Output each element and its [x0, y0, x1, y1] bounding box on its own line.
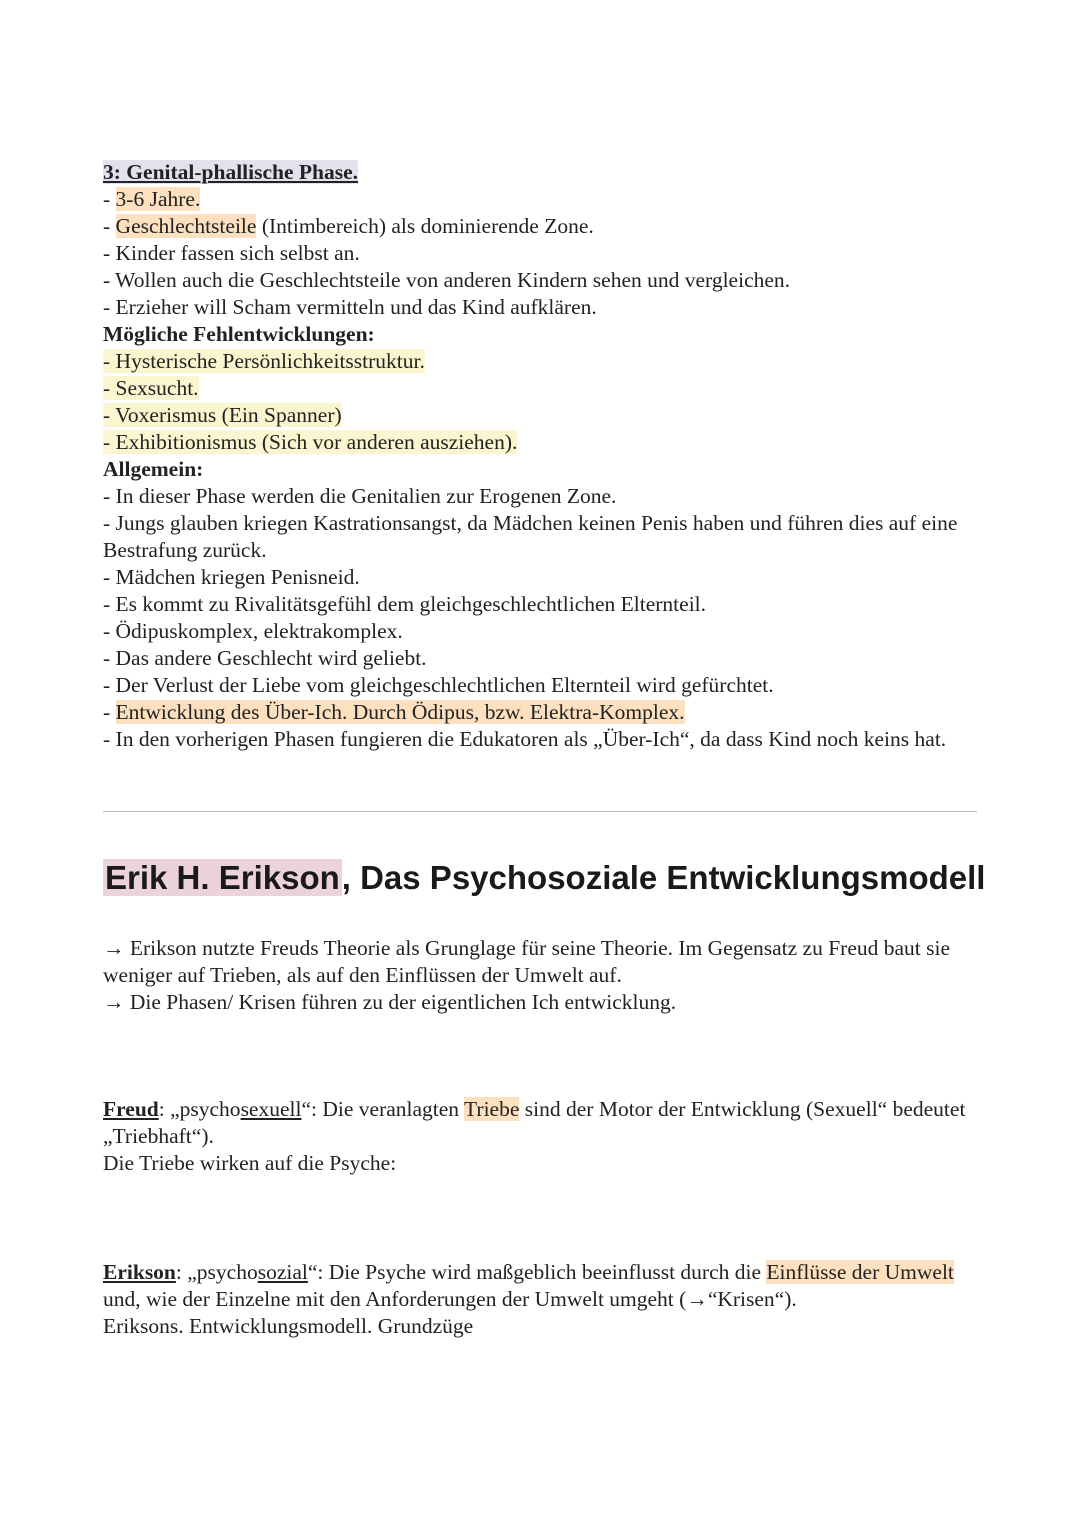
fehl-item: - Voxerismus (Ein Spanner) [103, 403, 342, 427]
erikson-paragraph: Erikson: „psychosozial“: Die Psyche wird maßgeblich beeinflusst durch die Einflüsse der Umwelt und, wie der Einzelne mit den Anforderungen der Umwelt umgeht (→“Krisen“). Eriksons. Entwicklungsmodell. Grundzüge [103, 1260, 954, 1338]
erikson-label: Erikson [103, 1260, 176, 1284]
fehl-item: - Sexsucht. [103, 376, 199, 400]
allgemein-heading: Allgemein: [103, 457, 204, 481]
erikson-heading: Erik H. Erikson, Das Psychosoziale Entwicklungsmodell [105, 859, 986, 896]
list-item-zone: - Geschlechtsteile (Intimbereich) als dominierende Zone. [103, 214, 594, 238]
list-item-age: - 3-6 Jahre. [103, 187, 201, 211]
allg-item: - Das andere Geschlecht wird geliebt. [103, 646, 427, 670]
freud-paragraph: Freud: „psychosexuell“: Die veranlagten Triebe sind der Motor der Entwicklung (Sexuell“ bedeutet „Triebhaft“). Die Triebe wirken auf die Psyche: [103, 1097, 966, 1175]
allg-item: - Es kommt zu Rivalitätsgefühl dem gleichgeschlechtlichen Elternteil. [103, 592, 707, 616]
list-item: - Erzieher will Scham vermitteln und das Kind aufklären. [103, 295, 597, 319]
allg-item-ueberich: - Entwicklung des Über-Ich. Durch Ödipus, bzw. Elektra-Komplex. [103, 700, 685, 724]
section-genital-phallic [103, 159, 983, 753]
intro-paragraph: → Erikson nutzte Freuds Theorie als Grunglage für seine Theorie. Im Gegensatz zu Freud baut sie weniger auf Trieben, als auf den Einflüssen der Umwelt auf. → Die Phasen/ Krisen führen zu der eigentlichen Ich entwicklung. [103, 936, 951, 1014]
fehlentwicklungen-heading: Mögliche Fehlentwicklungen: [103, 322, 375, 346]
list-item: - Wollen auch die Geschlechtsteile von anderen Kindern sehen und vergleichen. [103, 268, 791, 292]
allg-item: - In den vorherigen Phasen fungieren die Edukatoren als „Über-Ich“, da dass Kind noch keins hat. [103, 727, 947, 751]
fehl-item: - Exhibitionismus (Sich vor anderen ausziehen). [103, 430, 518, 454]
section-title: 3: Genital-phallische Phase. [103, 160, 359, 184]
allg-item: - In dieser Phase werden die Genitalien zur Erogenen Zone. [103, 484, 617, 508]
allg-item: - Jungs glauben kriegen Kastrationsangst, da Mädchen keinen Penis haben und führen dies auf eine Bestrafung zurück. [103, 511, 958, 562]
fehl-item: - Hysterische Persönlichkeitsstruktur. [103, 349, 425, 373]
list-item: - Kinder fassen sich selbst an. [103, 241, 360, 265]
horizontal-divider [103, 811, 977, 812]
allg-item: - Ödipuskomplex, elektrakomplex. [103, 619, 403, 643]
allg-item: - Der Verlust der Liebe vom gleichgeschlechtlichen Elternteil wird gefürchtet. [103, 673, 774, 697]
allg-item: - Mädchen kriegen Penisneid. [103, 565, 360, 589]
freud-label: Freud [103, 1097, 159, 1121]
